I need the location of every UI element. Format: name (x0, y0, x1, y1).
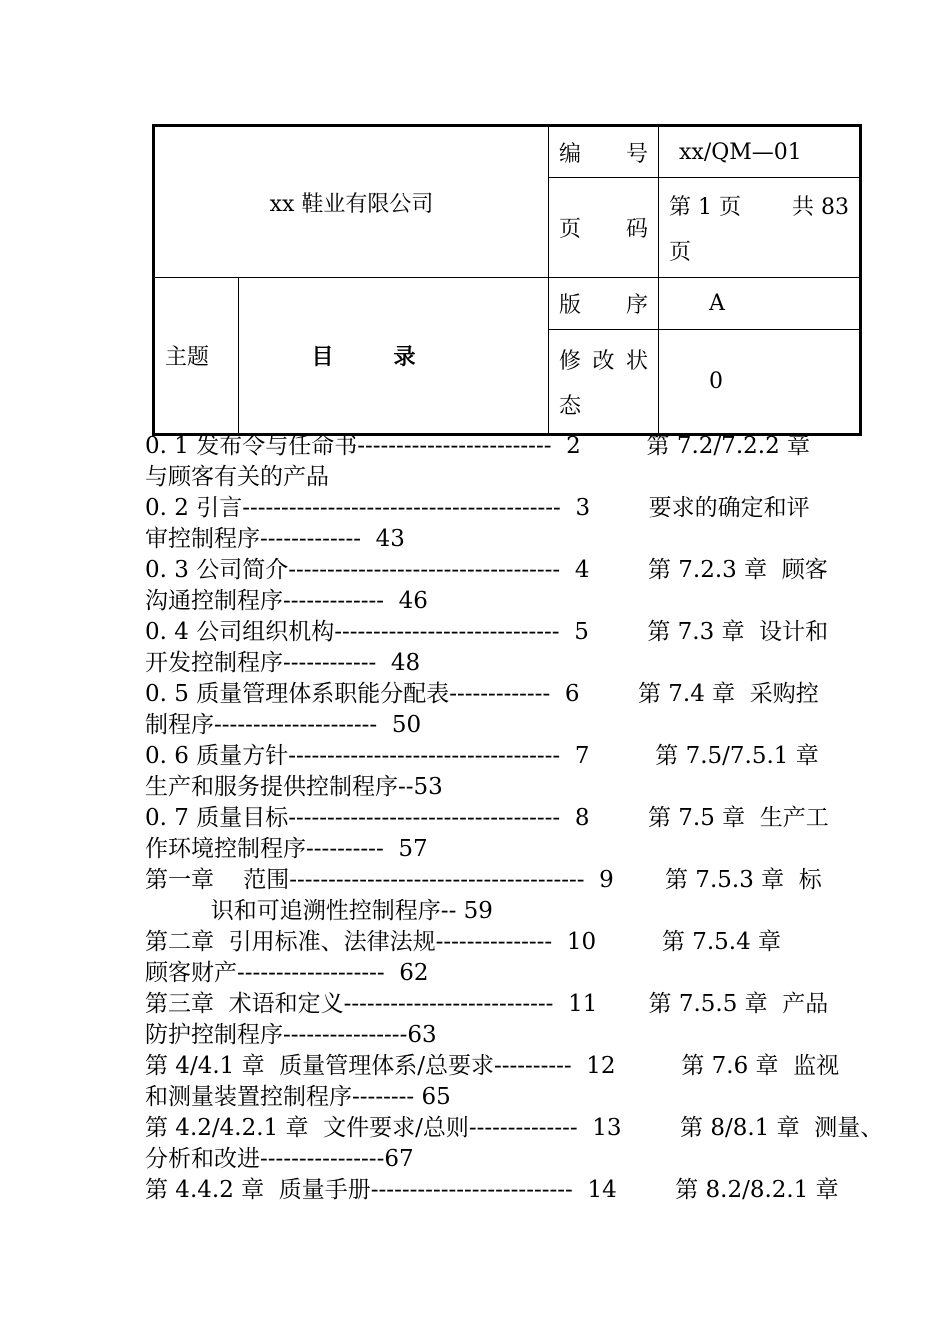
edition-label: 版 序 (549, 278, 659, 330)
page-label: 页 码 (549, 178, 659, 278)
toc-line: 审控制程序------------- 43 (145, 526, 405, 552)
revision-value: 0 (659, 330, 861, 435)
toc-line: 和测量装置控制程序-------- 65 (145, 1084, 451, 1110)
toc-line: 制程序--------------------- 50 (145, 712, 422, 738)
revision-label: 修 改 状 态 (549, 330, 659, 435)
toc-line: 0. 5 质量管理体系职能分配表------------- 6 第 7.4 章 采购控 (145, 681, 819, 707)
toc-line: 0. 7 质量目标----------------------------------- 8 第 7.5 章 生产工 (145, 805, 829, 831)
toc-line: 0. 6 质量方针----------------------------------- 7 第 7.5/7.5.1 章 (145, 743, 819, 769)
topic-label: 主题 (154, 278, 239, 435)
toc-line: 第一章 范围-------------------------------------- 9 第 7.5.3 章 标 (145, 867, 822, 893)
table-of-contents (145, 431, 884, 1206)
toc-line: 与顾客有关的产品 (145, 464, 329, 490)
topic-value: 目录 (239, 278, 549, 435)
document-header-table (152, 124, 862, 436)
toc-line: 作环境控制程序---------- 57 (145, 836, 428, 862)
company-name: xx 鞋业有限公司 (154, 126, 549, 278)
toc-line: 沟通控制程序------------- 46 (145, 588, 428, 614)
toc-line: 第 4.2/4.2.1 章 文件要求/总则-------------- 13 第 8/8.1 章 测量、 (145, 1115, 884, 1141)
page-value-line1: 第 1 页 共 83 (669, 194, 849, 220)
page-value (659, 178, 861, 278)
toc-line: 第 4.4.2 章 质量手册-------------------------- 14 第 8.2/8.2.1 章 (145, 1177, 839, 1203)
toc-line: 第三章 术语和定义--------------------------- 11 第 7.5.5 章 产品 (145, 991, 829, 1017)
toc-line: 第 4/4.1 章 质量管理体系/总要求---------- 12 第 7.6 章 监视 (145, 1053, 840, 1079)
page-value-line2: 页 (669, 239, 692, 265)
toc-line: 0. 4 公司组织机构----------------------------- 5 第 7.3 章 设计和 (145, 619, 829, 645)
toc-line: 第二章 引用标准、法律法规--------------- 10 第 7.5.4 章 (145, 929, 782, 955)
toc-line: 防护控制程序----------------63 (145, 1022, 437, 1048)
toc-line: 顾客财产------------------- 62 (145, 960, 429, 986)
number-value: xx/QM—01 (659, 126, 861, 178)
edition-value: A (659, 278, 861, 330)
toc-line: 生产和服务提供控制程序--53 (145, 774, 443, 800)
toc-line: 识和可追溯性控制程序-- 59 (145, 898, 493, 924)
toc-line: 0. 3 公司简介----------------------------------- 4 第 7.2.3 章 顾客 (145, 557, 828, 583)
number-label: 编 号 (549, 126, 659, 178)
toc-line: 开发控制程序------------ 48 (145, 650, 421, 676)
toc-line: 0. 1 发布令与任命书------------------------- 2 第 7.2/7.2.2 章 (145, 433, 811, 459)
toc-line: 分析和改进----------------67 (145, 1146, 414, 1172)
toc-line: 0. 2 引言----------------------------------------- 3 要求的确定和评 (145, 495, 810, 521)
